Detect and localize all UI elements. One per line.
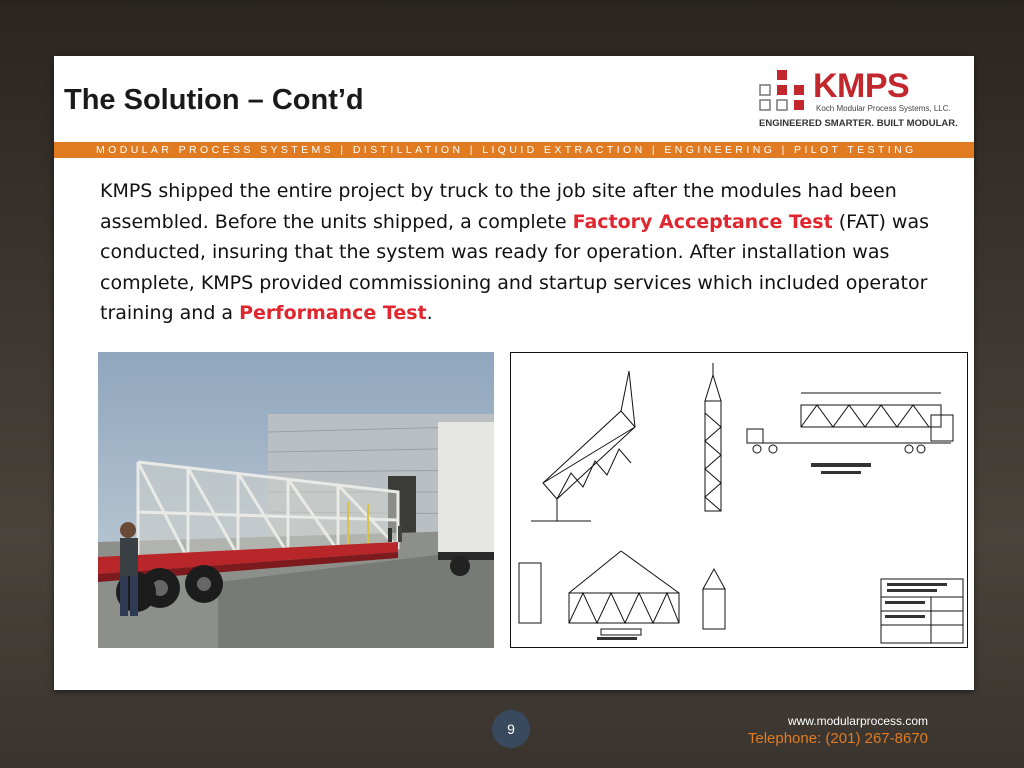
highlight-fat: Factory Acceptance Test <box>572 210 833 233</box>
truck-photo <box>98 352 494 648</box>
logo-company-name: Koch Modular Process Systems, LLC. <box>816 104 951 113</box>
body-text-2: (FAT) was conducted, insuring that the system was ready for operation. After installation was complete, KMPS provided commissioning and startup services which included operator training and a <box>100 210 929 324</box>
footer-url[interactable]: www.modularprocess.com <box>787 714 928 728</box>
kmps-logo <box>759 68 957 134</box>
slide <box>54 56 974 690</box>
body-paragraph <box>100 176 950 329</box>
services-banner: MODULAR PROCESS SYSTEMS | DISTILLATION | LIQUID EXTRACTION | ENGINEERING | PILOT TESTING <box>54 142 974 158</box>
logo-wordmark: KMPS <box>813 67 910 105</box>
page-number: 9 <box>492 710 530 748</box>
footer-phone: Telephone: (201) 267-8670 <box>747 730 928 747</box>
logo-tagline: ENGINEERED SMARTER. BUILT MODULAR. <box>759 118 958 129</box>
slide-title: The Solution – Cont’d <box>64 84 364 116</box>
body-text-3: . <box>426 302 433 324</box>
body-text-1: KMPS shipped the entire project by truck to the job site after the modules had been assembled. Before the units shipped, a complete <box>100 180 897 233</box>
highlight-performance-test: Performance Test <box>239 302 427 324</box>
engineering-drawing <box>510 352 968 648</box>
logo-grid-icon <box>759 70 809 114</box>
